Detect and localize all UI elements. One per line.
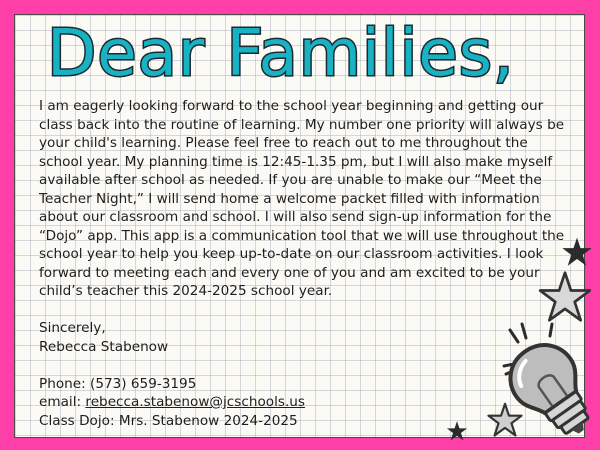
signature-name: Rebecca Stabenow (39, 338, 169, 355)
star-icon (446, 420, 468, 442)
phone-number: (573) 659-3195 (90, 375, 197, 392)
star-icon (561, 236, 593, 268)
dojo-label: Class Dojo: (39, 412, 115, 429)
phone-label: Phone: (39, 375, 86, 392)
dojo-name: Mrs. Stabenow 2024-2025 (118, 412, 298, 429)
letter-closing: Sincerely, (39, 320, 106, 336)
email-label: email: (39, 394, 82, 410)
letter-paragraph: I am eagerly looking forward to the school year beginning and getting our class back into the routine of learning. My number one priority will always be your child's learning. Please feel free to reach out to me throughout the school year. My planning time is 12:45-1.35 pm, but I will also make myself available after school as needed. If you are unable to make our “Meet the Teacher Night,” I will send home a welcome packet filled with information about our classroom and school. I will also send sign-up information for the “Dojo” app. This app is a communication tool that we will use throughout the school year to help you keep up-to-date on our classroom activities. I look forward to meeting each and every one of you and am excited to be your child’s teacher this 2024-2025 school year. (39, 98, 565, 299)
letter-heading: Dear Families, (47, 17, 515, 91)
phone-line (39, 375, 569, 394)
email-link[interactable]: rebecca.stabenow@jcschools.us (85, 394, 305, 410)
letter-body (39, 97, 569, 430)
star-icon (537, 270, 593, 324)
lightbulb-icon (505, 335, 600, 445)
